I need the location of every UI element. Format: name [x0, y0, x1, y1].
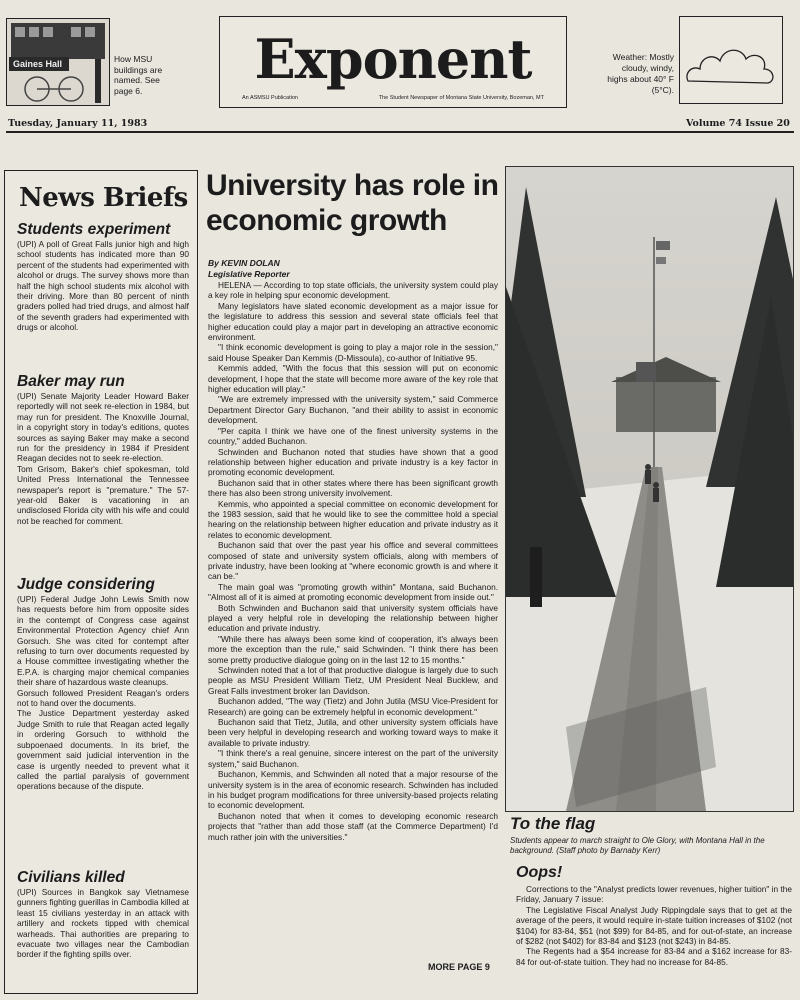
- byline-name: By KEVIN DOLAN: [208, 258, 280, 268]
- brief-paragraph: The Justice Department yesterday asked Judge Smith to rule that Reagan acted legally in ordering Gorsuch to withhold the subpoenaed documents. In its brief, the government said judicial intervention in the case is urgently needed to prevent what it called the partial paralysis of government operations because of the dispute.: [17, 708, 189, 792]
- header-divider: [6, 131, 794, 133]
- article-paragraph: "I think there's a real genuine, sincere interest on the part of the university system," said Buchanon.: [208, 748, 498, 769]
- masthead-title: Exponent: [254, 27, 532, 91]
- article-paragraph: "Per capita I think we have one of the finest university systems in the country," added Buchanon.: [208, 425, 498, 447]
- byline-role: Legislative Reporter: [208, 268, 290, 279]
- brief-headline: Students experiment: [17, 221, 171, 238]
- corrections-title: Oops!: [516, 864, 563, 881]
- brief-headline: Judge considering: [17, 576, 155, 593]
- issue-date: Tuesday, January 11, 1983: [8, 118, 148, 129]
- article-body: [208, 280, 498, 962]
- brief-body: [17, 239, 189, 333]
- article-paragraph: Buchanon added, "The way (Tietz) and John Jutila (MSU Vice-President for Research) are going can be extremely helpful in economic development.": [208, 696, 498, 717]
- continued-page-link[interactable]: MORE PAGE 9: [428, 962, 490, 972]
- article-paragraph: Kemmis added, "With the focus that this session will put on economic development, I hope that the state will become more aware of the key role that higher education will play.": [208, 363, 498, 395]
- news-briefs-title: News Briefs: [19, 183, 188, 213]
- article-paragraph: Both Schwinden and Buchanon said that university system officials have played a very helpful role in developing the relationship between higher education and private industry.: [208, 602, 498, 634]
- brief-paragraph: Tom Grisom, Baker's chief spokesman, told United Press International the Tennessee newspaper's report is "premature." The 57-year-old Baker is vacationing in an undisclosed Florida city with his wife and could not be reached for comment.: [17, 463, 189, 526]
- brief-paragraph: (UPI) Senate Majority Leader Howard Baker reportedly will not seek re-election in 1984, but may run for president. The Knoxville Journal, in a copyright story in today's editions, quotes sources as saying Baker may make a second run for the presidency in 1984 if President Reagan decides not to seek re-election.: [17, 391, 189, 464]
- brief-paragraph: (UPI) Federal Judge John Lewis Smith now has requests before him from opposite sides in the contempt of Congress case against Environmental Protection Agency chief Ann Gorsuch. She was cited for contempt after refusing to turn over documents requested by a House committee investigating whether the E.P.A. is charging major chemical companies their share of hazardous waste cleanups.: [17, 594, 189, 688]
- article-paragraph: "We are extremely impressed with the university system," said Commerce Department Director Gary Buchanon, "and their ability to assist in economic development.: [208, 394, 498, 426]
- brief-headline: Civilians killed: [17, 869, 125, 886]
- article-paragraph: Schwinden and Buchanon noted that studies have shown that a good relationship between higher education and private industry is a key factor in promoting economic development.: [208, 446, 498, 478]
- weather-box: [679, 16, 783, 104]
- brief-paragraph: (UPI) Sources in Bangkok say Vietnamese gunners fighting guerillas in Cambodia killed at least 15 civilians yesterday in an attack with artillery and rockets tipped with chemical warheads. Thai authorities are preparing to evacuate two villages near the Cambodian border if the fighting spills over.: [17, 887, 189, 960]
- brief-body: [17, 887, 189, 960]
- article-paragraph: Buchanon said that Tietz, Jutila, and other university system officials have been very helpful in developing research and working toward ways to make it available to private industry.: [208, 717, 498, 748]
- brief-body: [17, 594, 189, 792]
- article-paragraph: Buchanon said that over the past year his office and several committees composed of state and university system officials, along with members of private industry, have been looking at "where economic growth is and where it can be.": [208, 540, 498, 582]
- masthead: [219, 16, 567, 108]
- article-paragraph: HELENA — According to top state officials, the university system could play a key role in helping spur economic development.: [208, 280, 498, 301]
- corrections-body: [516, 884, 792, 996]
- brief-headline: Baker may run: [17, 373, 125, 390]
- article-byline: [208, 258, 290, 279]
- campus-walkway-photo: [506, 167, 793, 811]
- photo-title: To the flag: [510, 814, 596, 833]
- volume-issue: Volume 74 Issue 20: [686, 118, 790, 129]
- news-briefs-column: [4, 170, 198, 994]
- photo-caption: Students appear to march straight to Ole Glory, with Montana Hall in the background. (Staff photo by Barnaby Kerr): [510, 836, 765, 855]
- teaser-photo-box: [6, 18, 110, 106]
- gaines-hall-sign-text: Gaines Hall: [13, 59, 63, 69]
- masthead-tagline-left: An ASMSU Publication: [242, 95, 298, 101]
- article-paragraph: Many legislators have slated economic development as a major issue for the legislature to address this session and several state officials feel that higher education could play a major part in developing an attractive economic environment.: [208, 300, 498, 343]
- weather-text: Weather: Mostly cloudy, windy, highs about 40° F (5°C).: [607, 52, 674, 95]
- article-paragraph: "While there has always been some kind of cooperation, it's always been more the exception than the rule," said Schwinden. "I think there has been some pretty productive dialogue going on in the last 12 to 15 months.": [208, 633, 498, 665]
- campus-photo: [505, 166, 794, 812]
- article-paragraph: "I think economic development is going to play a major role in the session," said House Speaker Dan Kemmis (D-Missoula), co-author of Initiative 95.: [208, 342, 498, 363]
- teaser-text[interactable]: How MSU buildings are named. See page 6.: [114, 54, 163, 96]
- masthead-tagline-right: The Student Newspaper of Montana State University, Bozeman, MT: [378, 95, 544, 101]
- article-paragraph: Schwinden noted that a lot of that productive dialogue is largely due to such people as MSU President William Tietz, UM President Neal Bucklew, and Great Falls investment broker Ian Davidson.: [208, 665, 498, 696]
- article-paragraph: The main goal was "promoting growth within" Montana, said Buchanon. "Almost all of it is aimed at promoting economic development from inside out.": [208, 581, 498, 603]
- article-paragraph: Buchanon noted that when it comes to developing economic research projects that "rather than add those staff (at the Commerce Department) I'd much rather join with the universities.": [208, 810, 498, 842]
- brief-paragraph: (UPI) A poll of Great Falls junior high and high school students has indicated more than 90 percent of the students had experimented with alcohol or drugs. The survey shows more than half the high school students mix alcohol with their driving. More than 80 percent of ninth graders polled had tried drugs, and almost half of the seventh graders had experimented with drugs or alcohol.: [17, 239, 189, 333]
- article-paragraph: Kemmis, who appointed a special committee on economic development for the 1983 session, said that he would like to see the committee hold a special hearing on the relationship between higher education and private industry as it relates to economic development.: [208, 498, 498, 540]
- corrections-paragraph: Corrections to the "Analyst predicts lower revenues, higher tuition" in the Friday, January 7 issue:: [516, 884, 792, 905]
- article-paragraph: Buchanon, Kemmis, and Schwinden all noted that a major resourse of the university system is in the area of economic research. Schwinden has included in his budget program modifications for three university-based projects relating to economic development.: [208, 769, 498, 811]
- article-headline: University has role in economic growth: [206, 169, 499, 237]
- brief-body: [17, 391, 189, 526]
- corrections-paragraph: The Legislative Fiscal Analyst Judy Rippingdale says that to get at the average of the peers, it would require in-state tuition increases of $102 (not $104) for 83-84, $51 (not $99) for 84-85, and for out-of-state, an increase of $282 (not $402) for 83-84 and $123 (not $243) in 84-85.: [516, 904, 792, 947]
- cloud-icon: [680, 17, 782, 103]
- corrections-paragraph: The Regents had a $54 increase for 83-84 and a $162 increase for 83-84 for out-of-state tuition. They had no increase for 84-85.: [516, 946, 792, 967]
- brief-paragraph: Gorsuch followed President Reagan's orders not to hand over the documents.: [17, 687, 189, 709]
- article-paragraph: Buchanon said that in other states where there has been significant growth there has also been strong university involvement.: [208, 477, 498, 499]
